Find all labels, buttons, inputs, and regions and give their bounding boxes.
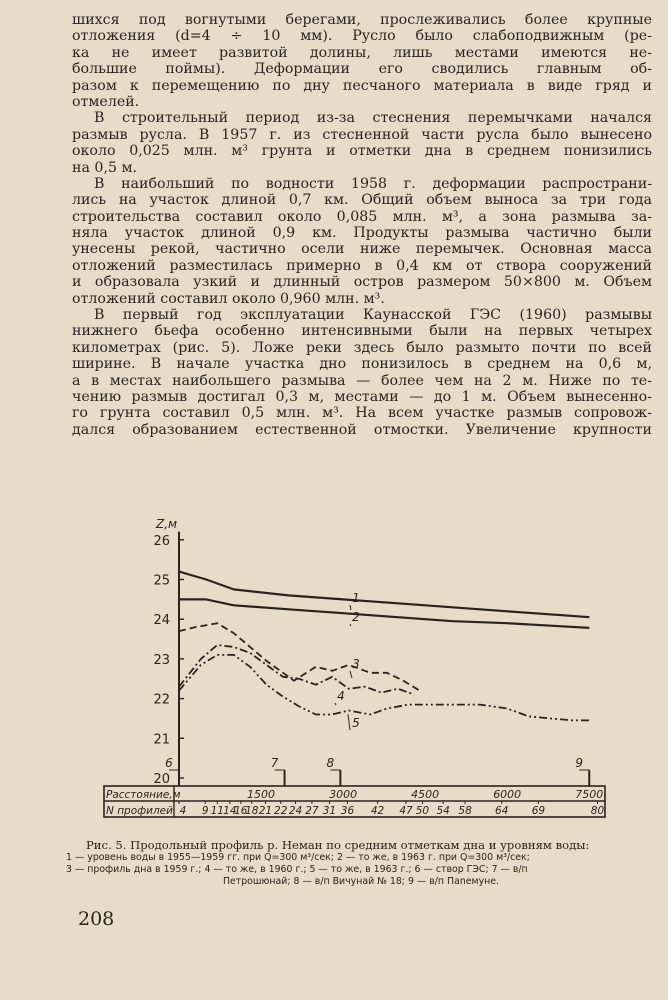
profile-tick-label: 31	[322, 805, 337, 817]
text-line: В наибольший по водности 1958 г. деформации распространи-	[94, 175, 652, 192]
marker-label: 9	[575, 756, 584, 770]
y-tick-label: 25	[153, 573, 170, 589]
marker-label: 7	[270, 756, 279, 770]
text-line: отложений составил около 0,960 млн. м³.	[72, 290, 385, 307]
profile-tick-label: 80	[590, 805, 605, 817]
series-leader-line	[335, 703, 336, 705]
series-line-4	[179, 645, 414, 695]
distance-tick-label: 4500	[411, 788, 440, 801]
caption-legend-line: 1 — уровень воды в 1955—1959 гг. при Q=300 м³/сек; 2 — то же, в 1963 г. при Q=300 м³/сек;	[66, 852, 530, 863]
distance-row-label: Расстояние,м	[106, 789, 181, 801]
profile-tick-label: 24	[288, 805, 303, 817]
profile-tick-label: 21	[258, 805, 273, 817]
text-line: няла участок длиной 0,9 км. Продукты размыва частично были	[72, 225, 652, 242]
text-line: го грунта составил 0,5 млн. м³. На всем участке размыв сопровож-	[72, 405, 652, 422]
series-line-5	[179, 655, 589, 721]
page-number: 208	[78, 908, 115, 930]
text-line: отложения (d=4 ÷ 10 мм). Русло было слабоподвижным (ре-	[72, 28, 652, 45]
distance-tick-label: 3000	[329, 788, 358, 801]
text-line: ширине. В начале участка дно понизилось в среднем на 0,6 м,	[72, 356, 652, 373]
text-line: километрах (рис. 5). Ложе реки здесь было размыто почти по всей	[72, 339, 652, 356]
profile-tick-label: 22	[274, 805, 288, 817]
series-label: 1	[352, 591, 360, 605]
series-label: 5	[352, 716, 360, 730]
series-label: 3	[352, 657, 360, 671]
y-tick-label: 21	[153, 732, 170, 748]
profile-tick-label: 47	[399, 805, 413, 817]
profile-tick-label: 36	[340, 805, 355, 817]
distance-tick-label: 6000	[493, 788, 522, 801]
text-line: дался образованием естественной отмостки. Увеличение крупности	[72, 421, 652, 438]
text-line: большие поймы). Деформации его сводились главным об-	[72, 61, 652, 78]
text-line: отмелей.	[72, 93, 140, 110]
text-line: унесены рекой, частично осели ниже перемычек. Основная масса	[72, 241, 652, 258]
series-line-3	[179, 623, 420, 691]
y-axis-label: Z,м	[156, 517, 178, 531]
profile-tick-label: 16	[234, 805, 248, 817]
distance-tick-label: 7500	[575, 788, 604, 801]
series-leader-line	[350, 671, 352, 678]
profile-tick-label: 14	[223, 805, 237, 817]
text-line: около 0,025 млн. м³ грунта и отметки дна в среднем понизились	[72, 143, 652, 160]
text-line: нижнего бьефа особенно интенсивными были на первых четырех	[72, 323, 652, 340]
caption-title: Рис. 5. Продольный профиль р. Неман по средним отметкам дна и уровням воды:	[86, 838, 590, 852]
y-tick-label: 24	[153, 613, 170, 629]
text-line: отложений разместилась примерно в 0,4 км от створа сооружений	[72, 257, 652, 274]
marker-label: 8	[326, 756, 335, 770]
distance-tick-label: 1500	[247, 788, 276, 801]
profile-tick-label: 11	[210, 805, 224, 817]
profile-tick-label: 58	[458, 805, 472, 817]
text-line: лись на участок длиной 0,7 км. Общий объем выноса за три года	[72, 192, 652, 209]
text-line: и образовала узкий и длинный остров размером 50×800 м. Объем	[72, 274, 652, 291]
series-label: 2	[352, 610, 360, 624]
series-leader-line	[348, 714, 350, 730]
text-line: В строительный период из-за стеснения перемычками начался	[94, 110, 652, 127]
profile-tick-label: 54	[436, 805, 450, 817]
marker-label: 6	[165, 756, 173, 770]
text-line: шихся под вогнутыми берегами, прослеживались более крупные	[72, 12, 652, 28]
text-line: а в местах наибольшего размыва — более чем на 2 м. Ниже по те-	[72, 372, 652, 389]
text-line: В первый год эксплуатации Каунасской ГЭС (1960) размывы	[94, 307, 652, 324]
profile-tick-label: 64	[495, 805, 509, 817]
text-line: ка не имеет развитой долины, лишь местами имеются не-	[72, 44, 652, 61]
caption-legend-line: Петрошюнай; 8 — в/п Вичунай № 18; 9 — в/п Паnемуне.	[222, 876, 500, 888]
y-tick-label: 23	[153, 652, 170, 668]
text-line: разом к перемещению по дну песчаного материала в виде гряд и	[72, 77, 652, 94]
y-tick-label: 22	[153, 692, 170, 708]
series-leader-line	[350, 624, 351, 626]
profile-tick-label: 18	[245, 805, 259, 817]
figure-caption	[66, 838, 656, 889]
y-tick-label: 26	[153, 533, 170, 549]
text-line: размыв русла. В 1957 г. из стесненной части русла было вынесено	[72, 126, 652, 143]
profile-tick-label: 50	[415, 805, 430, 817]
profile-tick-label: 69	[531, 805, 546, 817]
series-line-1	[179, 572, 589, 618]
y-tick-label: 20	[153, 772, 170, 787]
series-label: 4	[337, 689, 345, 703]
caption-legend-line: 3 — профиль дна в 1959 г.; 4 — то же, в 1960 г.; 5 — то же, в 1963 г.; 6 — створ ГЭС; 7 — в/п	[66, 864, 528, 876]
profile-tick-label: 42	[370, 805, 385, 817]
profile-tick-label: 27	[305, 805, 319, 817]
text-line: строительства составил около 0,085 млн. м³, а зона размыва за-	[72, 208, 652, 225]
series-leader-line	[350, 605, 351, 610]
profile-tick-label: 9	[201, 805, 209, 817]
profile-row-label: N профилей	[106, 805, 173, 817]
text-line: на 0,5 м.	[72, 159, 138, 176]
text-line: чению размыв достигал 0,3 м, местами — до 1 м. Объем вынесенно-	[72, 388, 652, 405]
profile-tick-label: 4	[179, 805, 187, 817]
